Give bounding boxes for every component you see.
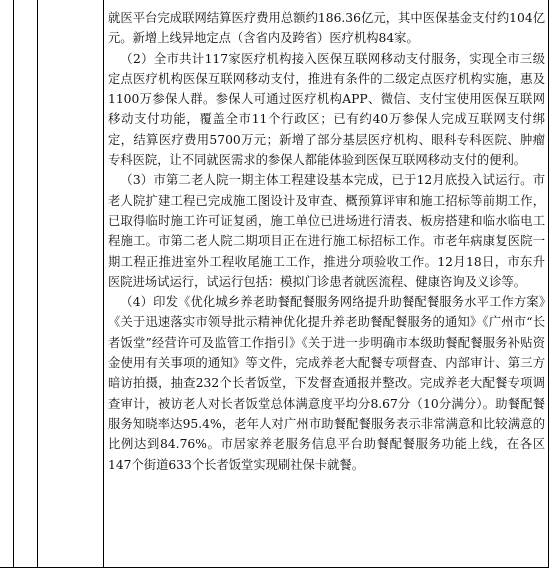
table-border-left (13, 0, 14, 567)
table-column-divider (37, 0, 38, 567)
paragraph-settlement: 就医平台完成联网结算医疗费用总额约186.36亿元，其中医保基金支付约104亿元。新增上线异地定点（含省内及跨省）医疗机构84家。 (108, 11, 545, 46)
table-column-divider (103, 0, 104, 567)
paragraph-meal-service: （4）印发《优化城乡养老助餐配餐服务网络提升助餐配餐服务水平工作方案》《关于迅速落实市领导批示精神优化提升养老助餐配餐服务的通知》《广州市“长者饭堂”经营许可及监管工作指引》《关于进一步明确市本级助餐配餐服务补贴资金使用有关事项的通知》等文件，完成养老大配餐专项督查、内部审计、第三方暗访拍摄，抽查232个长者饭堂，下发督查通报并整改。完成养老大配餐专项调查审计，被访老人对长者饭堂总体满意度平均分8.67分（10分满分）。助餐配餐服务知晓率达95.4%，老年人对广州市助餐配餐服务表示非常满意和比较满意的比例达到84.76%。市居家养老服务信息平台助餐配餐服务功能上线，在各区147个街道633个长者饭堂实现刷社保卡就餐。 (108, 295, 545, 472)
table-cell-content (108, 8, 545, 475)
paragraph-mobile-payment: （2）全市共计117家医疗机构接入医保互联网移动支付服务，实现全市三级定点医疗机构医保互联网移动支付，推进有条件的二级定点医疗机构实施，惠及1100万参保人群。参保人可通过医疗机构APP、微信、支付宝使用医保互联网移动支付功能，覆盖全市11个行政区；已有约40万参保人完成互联网支付绑定，结算医疗费用5700万元；新增了部分基层医疗机构、眼科专科医院、肿瘤专科医院，让不同就医需求的参保人都能体验到医保互联网移动支付的便利。 (108, 51, 545, 168)
table-border-bottom (0, 567, 549, 568)
paragraph-elderly-homes: （3）市第二老人院一期主体工程建设基本完成，已于12月底投入试运行。市老人院扩建工程已完成施工图设计及审查、概预算评审和施工招标等前期工作，已取得临时施工许可证复函，施工单位已进场进行清表、板房搭建和临水临电工程施工。市第二老人院二期项目正在进行施工标招标工作。市老年病康复医院一期工程正推进室外工程收尾施工工作，推进分项验收工作。12月18日，市东升医院进场试运行，试运行包括：模拟门诊患者就医流程、健康咨询及义诊等。 (108, 173, 545, 289)
